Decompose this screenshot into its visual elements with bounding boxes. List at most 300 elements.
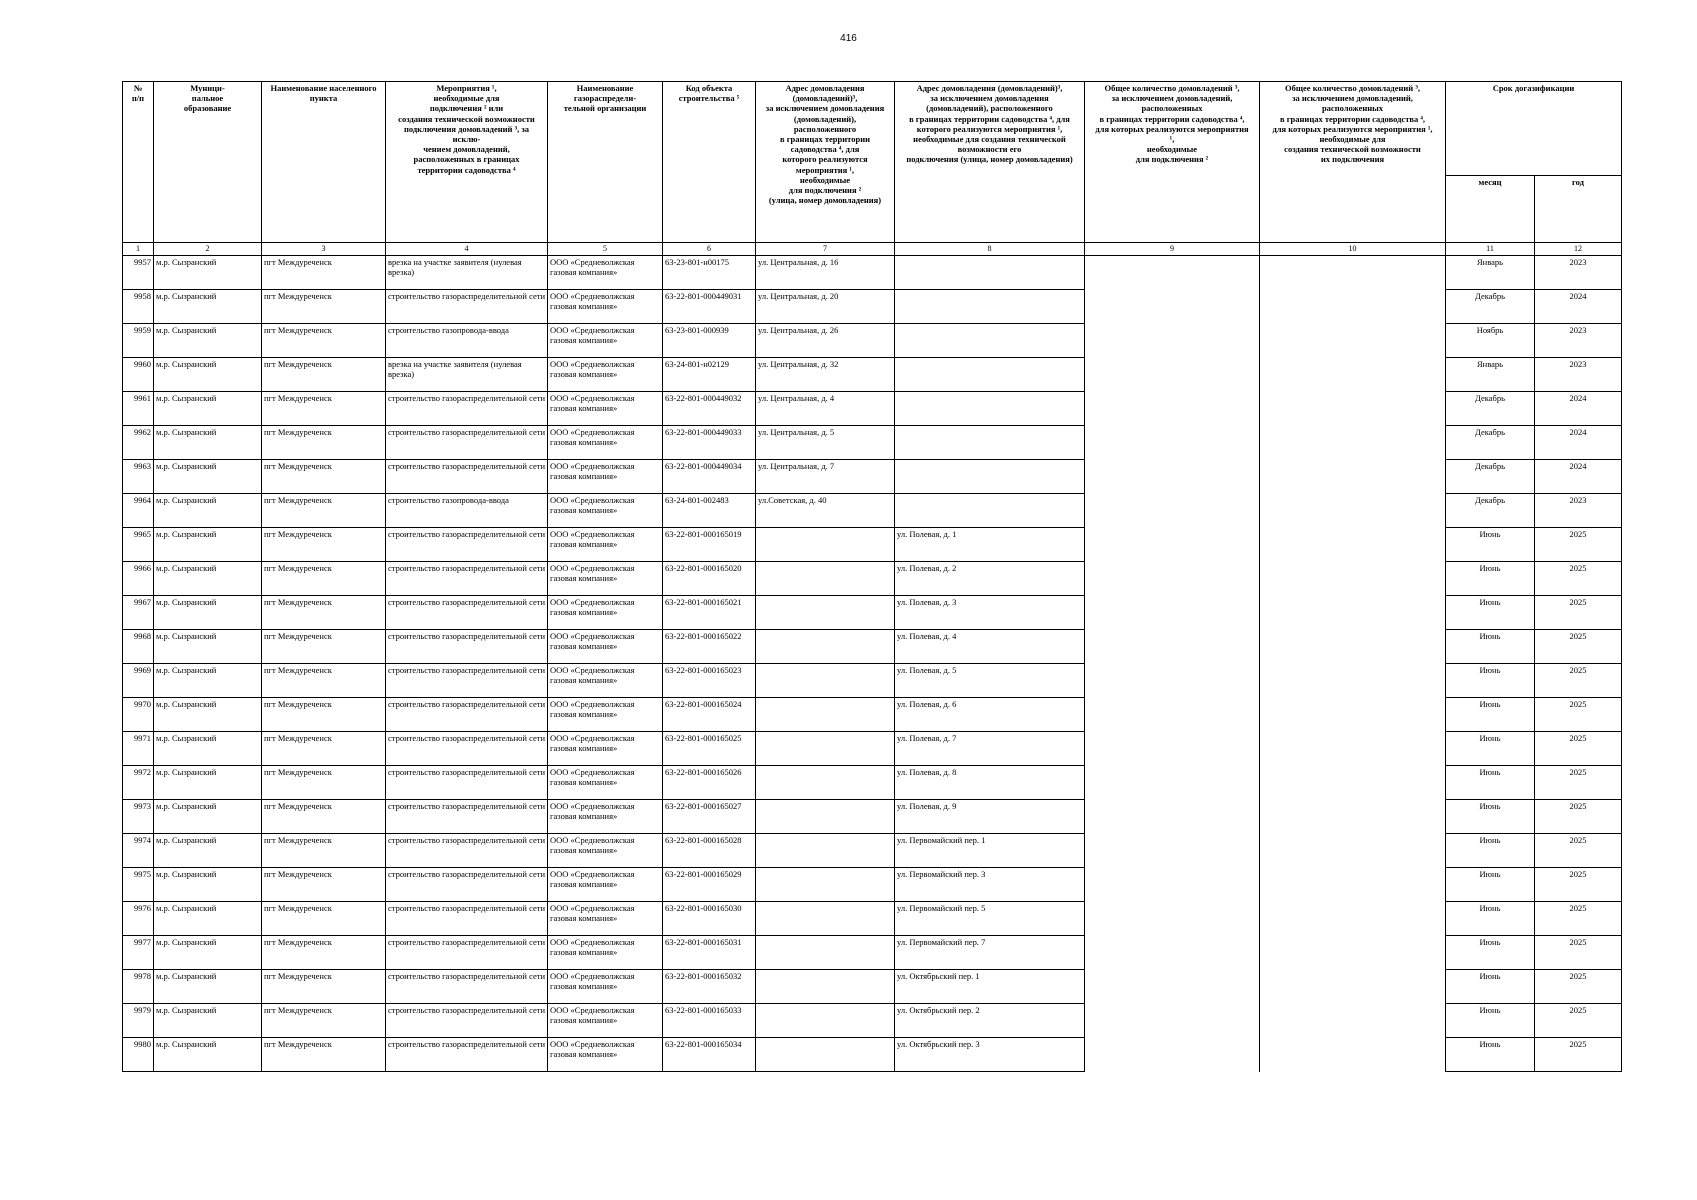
- settlement-cell: пгт Междуреченск: [262, 1004, 386, 1038]
- address-connection-cell: [756, 936, 895, 970]
- object-code-cell: 63-22-801-000449031: [663, 290, 756, 324]
- object-code-cell: 63-22-801-000165033: [663, 1004, 756, 1038]
- month-cell: Июнь: [1446, 902, 1535, 936]
- count-connection-cell: [1085, 1038, 1260, 1072]
- count-tech-cell: [1260, 834, 1446, 868]
- row-number: 9974: [123, 834, 154, 868]
- address-tech-cell: [895, 392, 1085, 426]
- column-index-cell: 7: [756, 243, 895, 256]
- row-number: 9969: [123, 664, 154, 698]
- row-number: 9976: [123, 902, 154, 936]
- gas-org-cell: ООО «Средневолжская газовая компания»: [548, 732, 663, 766]
- table-row: [123, 494, 1622, 528]
- count-tech-cell: [1260, 766, 1446, 800]
- address-connection-cell: [756, 698, 895, 732]
- count-connection-cell: [1085, 766, 1260, 800]
- row-number: 9959: [123, 324, 154, 358]
- settlement-cell: пгт Междуреченск: [262, 1038, 386, 1072]
- event-cell: строительство газораспределительной сети: [386, 290, 548, 324]
- header-count-connection: Общее количество домовладений ³, за исключением домовладений, расположенных в границах территории садоводства ⁴, для которых реализуются мероприятия ¹, необходимые для подключения ²: [1085, 82, 1260, 243]
- address-connection-cell: ул. Центральная, д. 5: [756, 426, 895, 460]
- header-gasification-term: Срок догазификации: [1446, 82, 1622, 176]
- count-connection-cell: [1085, 800, 1260, 834]
- address-tech-cell: [895, 494, 1085, 528]
- event-cell: строительство газораспределительной сети: [386, 426, 548, 460]
- address-connection-cell: [756, 766, 895, 800]
- settlement-cell: пгт Междуреченск: [262, 698, 386, 732]
- count-tech-cell: [1260, 664, 1446, 698]
- header-year: год: [1535, 176, 1622, 243]
- count-connection-cell: [1085, 834, 1260, 868]
- count-tech-cell: [1260, 562, 1446, 596]
- header-events: Мероприятия ¹, необходимые для подключения ² или создания технической возможности подключения домовладений ³, за исклю- чением домовладений, расположенных в границах территории садоводства ⁴: [386, 82, 548, 243]
- object-code-cell: 63-24-801-002483: [663, 494, 756, 528]
- municipality-cell: м.р. Сызранский: [154, 868, 262, 902]
- municipality-cell: м.р. Сызранский: [154, 970, 262, 1004]
- header-address-connection: Адрес домовладения (домовладений)³, за исключением домовладения (домовладений), расположенного в границах территории садоводства ⁴, для которого реализуются мероприятия ¹, необходимые для подключения ² (улица, номер домовладения): [756, 82, 895, 243]
- row-number: 9973: [123, 800, 154, 834]
- municipality-cell: м.р. Сызранский: [154, 494, 262, 528]
- gas-org-cell: ООО «Средневолжская газовая компания»: [548, 358, 663, 392]
- column-index-cell: 5: [548, 243, 663, 256]
- month-cell: Декабрь: [1446, 290, 1535, 324]
- object-code-cell: 63-22-801-000165024: [663, 698, 756, 732]
- gas-org-cell: ООО «Средневолжская газовая компания»: [548, 970, 663, 1004]
- year-cell: 2025: [1535, 766, 1622, 800]
- address-tech-cell: ул. Октябрьский пер. 2: [895, 1004, 1085, 1038]
- year-cell: 2024: [1535, 392, 1622, 426]
- row-number: 9962: [123, 426, 154, 460]
- table-row: [123, 902, 1622, 936]
- column-index-cell: 1: [123, 243, 154, 256]
- address-connection-cell: [756, 868, 895, 902]
- municipality-cell: м.р. Сызранский: [154, 256, 262, 290]
- gas-org-cell: ООО «Средневолжская газовая компания»: [548, 494, 663, 528]
- address-tech-cell: ул. Полевая, д. 6: [895, 698, 1085, 732]
- year-cell: 2025: [1535, 630, 1622, 664]
- gas-org-cell: ООО «Средневолжская газовая компания»: [548, 1004, 663, 1038]
- column-index-cell: 10: [1260, 243, 1446, 256]
- month-cell: Июнь: [1446, 936, 1535, 970]
- row-number: 9978: [123, 970, 154, 1004]
- column-index-cell: 6: [663, 243, 756, 256]
- address-connection-cell: ул. Центральная, д. 4: [756, 392, 895, 426]
- object-code-cell: 63-22-801-000165023: [663, 664, 756, 698]
- month-cell: Январь: [1446, 256, 1535, 290]
- event-cell: строительство газораспределительной сети: [386, 732, 548, 766]
- count-connection-cell: [1085, 596, 1260, 630]
- address-tech-cell: ул. Первомайский пер. 3: [895, 868, 1085, 902]
- event-cell: строительство газораспределительной сети: [386, 970, 548, 1004]
- count-tech-cell: [1260, 970, 1446, 1004]
- gas-org-cell: ООО «Средневолжская газовая компания»: [548, 1038, 663, 1072]
- gas-org-cell: ООО «Средневолжская газовая компания»: [548, 392, 663, 426]
- column-index-cell: 3: [262, 243, 386, 256]
- municipality-cell: м.р. Сызранский: [154, 664, 262, 698]
- table-row: [123, 596, 1622, 630]
- count-tech-cell: [1260, 358, 1446, 392]
- municipality-cell: м.р. Сызранский: [154, 698, 262, 732]
- page-number: 416: [840, 33, 857, 44]
- event-cell: строительство газопровода-ввода: [386, 324, 548, 358]
- month-cell: Июнь: [1446, 698, 1535, 732]
- event-cell: строительство газораспределительной сети: [386, 834, 548, 868]
- month-cell: Декабрь: [1446, 460, 1535, 494]
- address-connection-cell: ул. Центральная, д. 20: [756, 290, 895, 324]
- header-object-code: Код объекта строительства ⁵: [663, 82, 756, 243]
- address-connection-cell: ул. Центральная, д. 7: [756, 460, 895, 494]
- address-tech-cell: [895, 256, 1085, 290]
- column-index-cell: 12: [1535, 243, 1622, 256]
- address-connection-cell: [756, 1038, 895, 1072]
- table-row: [123, 1038, 1622, 1072]
- event-cell: строительство газораспределительной сети: [386, 460, 548, 494]
- settlement-cell: пгт Междуреченск: [262, 834, 386, 868]
- address-connection-cell: [756, 664, 895, 698]
- gas-org-cell: ООО «Средневолжская газовая компания»: [548, 528, 663, 562]
- count-connection-cell: [1085, 494, 1260, 528]
- object-code-cell: 63-22-801-000165032: [663, 970, 756, 1004]
- settlement-cell: пгт Междуреченск: [262, 562, 386, 596]
- address-tech-cell: ул. Октябрьский пер. 3: [895, 1038, 1085, 1072]
- object-code-cell: 63-22-801-000165030: [663, 902, 756, 936]
- address-connection-cell: ул. Центральная, д. 32: [756, 358, 895, 392]
- count-connection-cell: [1085, 528, 1260, 562]
- table-row: [123, 324, 1622, 358]
- gas-org-cell: ООО «Средневолжская газовая компания»: [548, 290, 663, 324]
- month-cell: Декабрь: [1446, 392, 1535, 426]
- count-tech-cell: [1260, 392, 1446, 426]
- row-number: 9966: [123, 562, 154, 596]
- count-connection-cell: [1085, 256, 1260, 290]
- year-cell: 2023: [1535, 494, 1622, 528]
- table-row: [123, 868, 1622, 902]
- address-connection-cell: [756, 528, 895, 562]
- event-cell: строительство газораспределительной сети: [386, 698, 548, 732]
- municipality-cell: м.р. Сызранский: [154, 392, 262, 426]
- count-connection-cell: [1085, 358, 1260, 392]
- count-connection-cell: [1085, 562, 1260, 596]
- object-code-cell: 63-22-801-000165031: [663, 936, 756, 970]
- row-number: 9972: [123, 766, 154, 800]
- year-cell: 2025: [1535, 528, 1622, 562]
- column-index-cell: 8: [895, 243, 1085, 256]
- count-tech-cell: [1260, 1004, 1446, 1038]
- settlement-cell: пгт Междуреченск: [262, 902, 386, 936]
- address-tech-cell: ул. Полевая, д. 7: [895, 732, 1085, 766]
- table-body: [123, 256, 1622, 1072]
- table-row: [123, 562, 1622, 596]
- year-cell: 2025: [1535, 902, 1622, 936]
- address-connection-cell: ул. Центральная, д. 16: [756, 256, 895, 290]
- municipality-cell: м.р. Сызранский: [154, 1004, 262, 1038]
- column-index-cell: 9: [1085, 243, 1260, 256]
- table-row: [123, 698, 1622, 732]
- year-cell: 2023: [1535, 358, 1622, 392]
- count-tech-cell: [1260, 290, 1446, 324]
- gas-org-cell: ООО «Средневолжская газовая компания»: [548, 902, 663, 936]
- address-connection-cell: [756, 1004, 895, 1038]
- address-connection-cell: [756, 562, 895, 596]
- event-cell: строительство газораспределительной сети: [386, 800, 548, 834]
- municipality-cell: м.р. Сызранский: [154, 800, 262, 834]
- row-number: 9963: [123, 460, 154, 494]
- year-cell: 2025: [1535, 1004, 1622, 1038]
- gas-org-cell: ООО «Средневолжская газовая компания»: [548, 630, 663, 664]
- year-cell: 2025: [1535, 698, 1622, 732]
- count-tech-cell: [1260, 324, 1446, 358]
- table-row: [123, 460, 1622, 494]
- settlement-cell: пгт Междуреченск: [262, 460, 386, 494]
- column-index-cell: 4: [386, 243, 548, 256]
- header-settlement: Наименование населенного пункта: [262, 82, 386, 243]
- month-cell: Июнь: [1446, 630, 1535, 664]
- count-connection-cell: [1085, 290, 1260, 324]
- month-cell: Июнь: [1446, 766, 1535, 800]
- count-connection-cell: [1085, 324, 1260, 358]
- gas-org-cell: ООО «Средневолжская газовая компания»: [548, 256, 663, 290]
- municipality-cell: м.р. Сызранский: [154, 460, 262, 494]
- event-cell: строительство газораспределительной сети: [386, 1004, 548, 1038]
- event-cell: строительство газораспределительной сети: [386, 562, 548, 596]
- month-cell: Июнь: [1446, 834, 1535, 868]
- table-row: [123, 800, 1622, 834]
- count-tech-cell: [1260, 630, 1446, 664]
- object-code-cell: 63-24-801-н02129: [663, 358, 756, 392]
- month-cell: Июнь: [1446, 800, 1535, 834]
- header-municipality: Муници- пальное образование: [154, 82, 262, 243]
- object-code-cell: 63-22-801-000165029: [663, 868, 756, 902]
- gas-org-cell: ООО «Средневолжская газовая компания»: [548, 800, 663, 834]
- event-cell: строительство газораспределительной сети: [386, 766, 548, 800]
- row-number: 9957: [123, 256, 154, 290]
- year-cell: 2025: [1535, 664, 1622, 698]
- row-number: 9971: [123, 732, 154, 766]
- municipality-cell: м.р. Сызранский: [154, 834, 262, 868]
- count-connection-cell: [1085, 426, 1260, 460]
- row-number: 9968: [123, 630, 154, 664]
- municipality-cell: м.р. Сызранский: [154, 562, 262, 596]
- count-connection-cell: [1085, 698, 1260, 732]
- object-code-cell: 63-22-801-000165022: [663, 630, 756, 664]
- address-tech-cell: [895, 460, 1085, 494]
- count-tech-cell: [1260, 494, 1446, 528]
- month-cell: Июнь: [1446, 970, 1535, 1004]
- event-cell: строительство газораспределительной сети: [386, 1038, 548, 1072]
- count-tech-cell: [1260, 256, 1446, 290]
- gas-org-cell: ООО «Средневолжская газовая компания»: [548, 426, 663, 460]
- object-code-cell: 63-23-801-000939: [663, 324, 756, 358]
- municipality-cell: м.р. Сызранский: [154, 902, 262, 936]
- settlement-cell: пгт Междуреченск: [262, 358, 386, 392]
- address-tech-cell: [895, 426, 1085, 460]
- count-connection-cell: [1085, 936, 1260, 970]
- year-cell: 2024: [1535, 290, 1622, 324]
- address-connection-cell: [756, 800, 895, 834]
- settlement-cell: пгт Междуреченск: [262, 936, 386, 970]
- year-cell: 2025: [1535, 1038, 1622, 1072]
- count-connection-cell: [1085, 970, 1260, 1004]
- table-row: [123, 630, 1622, 664]
- year-cell: 2025: [1535, 562, 1622, 596]
- gas-org-cell: ООО «Средневолжская газовая компания»: [548, 868, 663, 902]
- municipality-cell: м.р. Сызранский: [154, 766, 262, 800]
- object-code-cell: 63-22-801-000449034: [663, 460, 756, 494]
- row-number: 9970: [123, 698, 154, 732]
- address-tech-cell: ул. Полевая, д. 9: [895, 800, 1085, 834]
- address-tech-cell: ул. Полевая, д. 4: [895, 630, 1085, 664]
- settlement-cell: пгт Междуреченск: [262, 732, 386, 766]
- table-row: [123, 732, 1622, 766]
- settlement-cell: пгт Междуреченск: [262, 868, 386, 902]
- settlement-cell: пгт Междуреченск: [262, 324, 386, 358]
- table-row: [123, 426, 1622, 460]
- event-cell: строительство газораспределительной сети: [386, 528, 548, 562]
- table-row: [123, 1004, 1622, 1038]
- table-row: [123, 970, 1622, 1004]
- address-connection-cell: ул.Советская, д. 40: [756, 494, 895, 528]
- year-cell: 2024: [1535, 460, 1622, 494]
- address-tech-cell: ул. Полевая, д. 3: [895, 596, 1085, 630]
- address-connection-cell: [756, 834, 895, 868]
- address-tech-cell: [895, 290, 1085, 324]
- row-number: 9980: [123, 1038, 154, 1072]
- municipality-cell: м.р. Сызранский: [154, 324, 262, 358]
- address-connection-cell: [756, 970, 895, 1004]
- gas-org-cell: ООО «Средневолжская газовая компания»: [548, 834, 663, 868]
- event-cell: строительство газораспределительной сети: [386, 596, 548, 630]
- row-number: 9979: [123, 1004, 154, 1038]
- address-tech-cell: ул. Первомайский пер. 5: [895, 902, 1085, 936]
- object-code-cell: 63-22-801-000165021: [663, 596, 756, 630]
- count-connection-cell: [1085, 902, 1260, 936]
- month-cell: Июнь: [1446, 562, 1535, 596]
- event-cell: строительство газораспределительной сети: [386, 392, 548, 426]
- column-index-cell: 11: [1446, 243, 1535, 256]
- month-cell: Июнь: [1446, 596, 1535, 630]
- month-cell: Июнь: [1446, 1038, 1535, 1072]
- settlement-cell: пгт Междуреченск: [262, 528, 386, 562]
- object-code-cell: 63-22-801-000165028: [663, 834, 756, 868]
- event-cell: строительство газораспределительной сети: [386, 868, 548, 902]
- object-code-cell: 63-22-801-000449033: [663, 426, 756, 460]
- count-tech-cell: [1260, 698, 1446, 732]
- month-cell: Январь: [1446, 358, 1535, 392]
- row-number: 9977: [123, 936, 154, 970]
- event-cell: врезка на участке заявителя (нулевая врезка): [386, 256, 548, 290]
- year-cell: 2025: [1535, 596, 1622, 630]
- address-tech-cell: ул. Полевая, д. 5: [895, 664, 1085, 698]
- settlement-cell: пгт Междуреченск: [262, 664, 386, 698]
- count-tech-cell: [1260, 732, 1446, 766]
- month-cell: Ноябрь: [1446, 324, 1535, 358]
- row-number: 9967: [123, 596, 154, 630]
- settlement-cell: пгт Междуреченск: [262, 426, 386, 460]
- object-code-cell: 63-22-801-000165034: [663, 1038, 756, 1072]
- header-address-tech: Адрес домовладения (домовладений)³, за исключением домовладения (домовладений), расположенного в границах территории садоводства ⁴, для которого реализуются мероприятия ¹, необходимые для создания технической возможности его подключения (улица, номер домовладения): [895, 82, 1085, 243]
- header-num: № п/п: [123, 82, 154, 243]
- count-tech-cell: [1260, 1038, 1446, 1072]
- count-tech-cell: [1260, 902, 1446, 936]
- settlement-cell: пгт Междуреченск: [262, 494, 386, 528]
- year-cell: 2025: [1535, 800, 1622, 834]
- table-row: [123, 936, 1622, 970]
- event-cell: строительство газораспределительной сети: [386, 936, 548, 970]
- count-connection-cell: [1085, 1004, 1260, 1038]
- row-number: 9975: [123, 868, 154, 902]
- row-number: 9961: [123, 392, 154, 426]
- settlement-cell: пгт Междуреченск: [262, 392, 386, 426]
- municipality-cell: м.р. Сызранский: [154, 426, 262, 460]
- municipality-cell: м.р. Сызранский: [154, 630, 262, 664]
- row-number: 9960: [123, 358, 154, 392]
- row-number: 9964: [123, 494, 154, 528]
- address-connection-cell: ул. Центральная, д. 26: [756, 324, 895, 358]
- year-cell: 2023: [1535, 256, 1622, 290]
- gas-org-cell: ООО «Средневолжская газовая компания»: [548, 596, 663, 630]
- table-row: [123, 528, 1622, 562]
- header-month: месяц: [1446, 176, 1535, 243]
- table-row: [123, 664, 1622, 698]
- address-tech-cell: [895, 324, 1085, 358]
- gas-org-cell: ООО «Средневолжская газовая компания»: [548, 936, 663, 970]
- table-row: [123, 766, 1622, 800]
- row-number: 9965: [123, 528, 154, 562]
- year-cell: 2025: [1535, 936, 1622, 970]
- table-row: [123, 358, 1622, 392]
- settlement-cell: пгт Междуреченск: [262, 970, 386, 1004]
- month-cell: Июнь: [1446, 528, 1535, 562]
- count-connection-cell: [1085, 732, 1260, 766]
- year-cell: 2025: [1535, 868, 1622, 902]
- settlement-cell: пгт Междуреченск: [262, 596, 386, 630]
- event-cell: строительство газораспределительной сети: [386, 630, 548, 664]
- count-tech-cell: [1260, 528, 1446, 562]
- row-number: 9958: [123, 290, 154, 324]
- settlement-cell: пгт Междуреченск: [262, 800, 386, 834]
- year-cell: 2025: [1535, 732, 1622, 766]
- gas-org-cell: ООО «Средневолжская газовая компания»: [548, 698, 663, 732]
- municipality-cell: м.р. Сызранский: [154, 358, 262, 392]
- address-tech-cell: ул. Полевая, д. 1: [895, 528, 1085, 562]
- month-cell: Декабрь: [1446, 494, 1535, 528]
- municipality-cell: м.р. Сызранский: [154, 596, 262, 630]
- event-cell: строительство газораспределительной сети: [386, 902, 548, 936]
- table-row: [123, 256, 1622, 290]
- address-tech-cell: ул. Первомайский пер. 7: [895, 936, 1085, 970]
- address-tech-cell: [895, 358, 1085, 392]
- object-code-cell: 63-23-801-н00175: [663, 256, 756, 290]
- count-connection-cell: [1085, 664, 1260, 698]
- object-code-cell: 63-22-801-000165020: [663, 562, 756, 596]
- count-tech-cell: [1260, 800, 1446, 834]
- gas-org-cell: ООО «Средневолжская газовая компания»: [548, 460, 663, 494]
- table-row: [123, 834, 1622, 868]
- address-connection-cell: [756, 902, 895, 936]
- gasification-table: [122, 81, 1622, 1072]
- address-tech-cell: ул. Первомайский пер. 1: [895, 834, 1085, 868]
- count-tech-cell: [1260, 596, 1446, 630]
- month-cell: Декабрь: [1446, 426, 1535, 460]
- table-row: [123, 392, 1622, 426]
- column-index-row: [123, 243, 1622, 256]
- month-cell: Июнь: [1446, 1004, 1535, 1038]
- count-connection-cell: [1085, 392, 1260, 426]
- municipality-cell: м.р. Сызранский: [154, 528, 262, 562]
- header-count-tech: Общее количество домовладений ³, за исключением домовладений, расположенных в границах территории садоводства ⁴, для которых реализуются мероприятия ¹, необходимые для создания технической возможности их подключения: [1260, 82, 1446, 243]
- object-code-cell: 63-22-801-000165027: [663, 800, 756, 834]
- count-tech-cell: [1260, 460, 1446, 494]
